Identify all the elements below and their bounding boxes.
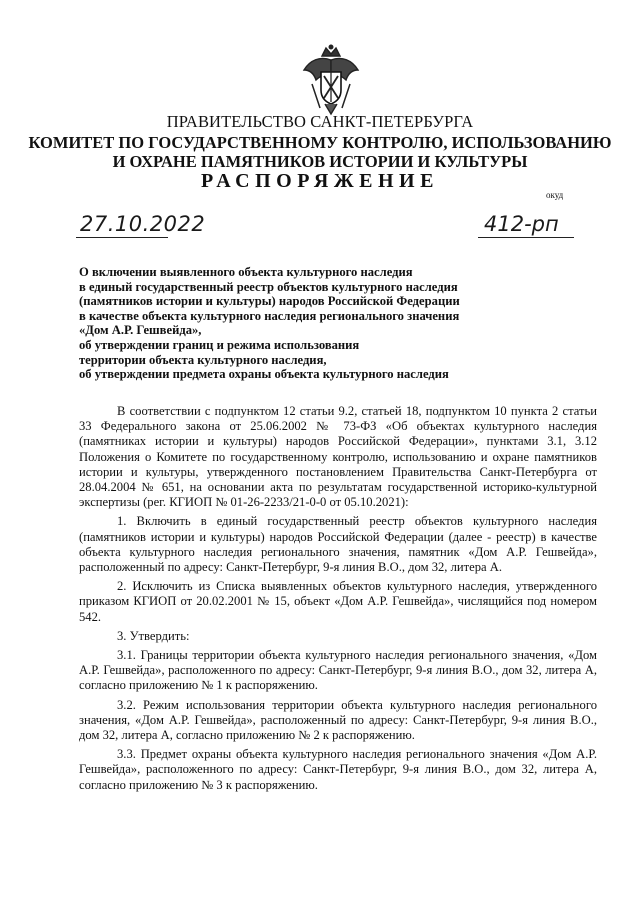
date-underline — [76, 237, 168, 238]
committee-title-line2: И ОХРАНЕ ПАМЯТНИКОВ ИСТОРИИ И КУЛЬТУРЫ — [112, 152, 528, 171]
coat-of-arms-icon — [300, 44, 362, 118]
subject-line: в качестве объекта культурного наследия регионального значения — [79, 308, 460, 323]
document-number: 412-рп — [484, 212, 559, 236]
document-date: 27.10.2022 — [80, 212, 206, 236]
government-title: ПРАВИТЕЛЬСТВО САНКТ-ПЕТЕРБУРГА — [166, 112, 474, 131]
document-type: РАСПОРЯЖЕНИЕ — [201, 170, 439, 192]
okud-label: окуд — [546, 190, 564, 200]
committee-title-line1: КОМИТЕТ ПО ГОСУДАРСТВЕННОМУ КОНТРОЛЮ, ИСПОЛЬЗОВАНИЮ — [28, 133, 612, 152]
committee-title — [0, 133, 640, 171]
item-3-2-paragraph: 3.2. Режим использования территории объекта культурного наследия регионального значения, «Дом А.Р. Гешвейда», расположенный по адресу: Санкт-Петербург, 9-я линия В.О., дом 32, литера А, согласно приложению № 2 к распоряжению. — [79, 697, 597, 743]
item-3-3-paragraph: 3.3. Предмет охраны объекта культурного наследия регионального значения «Дом А.Р. Гешвейда», расположенного по адресу: Санкт-Петербург, 9-я линия В.О., дом 32, литера А, согласно приложению № 3 к распоряжению. — [79, 747, 597, 792]
preamble-paragraph: В соответствии с подпунктом 12 статьи 9.2, статьей 18, подпунктом 10 пункта 2 статьи 33 Федерального закона от 25.06.2002 № 73-ФЗ «Об объектах культурного наследия (памятниках истории и культуры) народов Российской Федерации», пунктами 3.1, 3.12 Положения о Комитете по государственному контролю, использованию и охране памятников истории и культуры, утвержденного постановлением Правительства Санкт-Петербурга от 28.04.2004 № 651, на основании акта по результатам государственной историко-культурной экспертизы (рег. КГИОП № 01-26-2233/21-0-0 от 05.10.2021): — [79, 404, 597, 510]
subject-line: О включении выявленного объекта культурного наследия — [79, 265, 413, 279]
document-subject — [79, 265, 499, 382]
subject-line: территории объекта культурного наследия, — [79, 352, 327, 367]
subject-line: об утверждении границ и режима использования — [79, 337, 360, 352]
item-3-1-paragraph: 3.1. Границы территории объекта культурного наследия регионального значения, «Дом А.Р. Гешвейда», расположенного по адресу: Санкт-Петербург, 9-я линия В.О., дом 32, литера А, согласно приложению № 1 к распоряжению. — [79, 648, 597, 693]
document-body — [79, 404, 597, 793]
item-3-paragraph: 3. Утвердить: — [117, 628, 190, 643]
subject-line: в единый государственный реестр объектов культурного наследия — [79, 279, 458, 294]
subject-line: об утверждении предмета охраны объекта культурного наследия — [79, 367, 449, 382]
subject-line: «Дом А.Р. Гешвейда», — [79, 323, 202, 338]
number-underline — [478, 237, 574, 238]
item-2-paragraph: 2. Исключить из Списка выявленных объектов культурного наследия, утвержденного приказом КГИОП от 20.02.2001 № 15, объект «Дом А.Р. Гешвейда», числящийся под номером 542. — [79, 579, 597, 624]
subject-line: (памятников истории и культуры) народов Российской Федерации — [79, 294, 460, 309]
item-1-paragraph: 1. Включить в единый государственный реестр объектов культурного наследия (памятников истории и культуры) народов Российской Федерации (далее - реестр) в качестве объекта культурного наследия регионального значения, памятник «Дом А.Р. Гешвейда», расположенный по адресу: Санкт-Петербург, 9-я линия В.О., дом 32, литера А. — [79, 514, 597, 575]
